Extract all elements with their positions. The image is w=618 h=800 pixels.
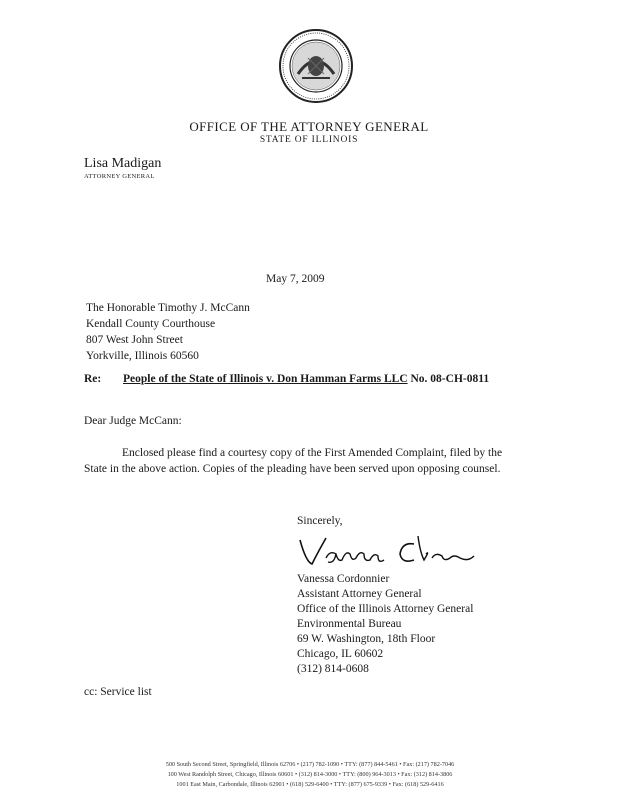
attorney-general-role: ATTORNEY GENERAL <box>84 173 155 180</box>
re-label: Re: <box>84 373 102 385</box>
office-title: OFFICE OF THE ATTORNEY GENERAL <box>189 119 429 134</box>
signer-title: Assistant Attorney General <box>297 588 422 600</box>
cc-line: cc: Service list <box>84 686 152 698</box>
letter-body: Enclosed please find a courtesy copy of the First Amended Complaint, filed by the State in the above action. Copies of the pleading have been served upon opposing counsel. <box>84 447 503 475</box>
signer-phone: (312) 814-0608 <box>297 663 369 675</box>
footer-line: 100 West Randolph Street, Chicago, Illinois 60601 • (312) 814-3000 • TTY: (800) 964-3013 • Fax: (312) 814-3806 <box>167 771 453 778</box>
recipient-line: The Honorable Timothy J. McCann <box>86 302 250 314</box>
letter-date: May 7, 2009 <box>266 273 325 285</box>
signer-office: Office of the Illinois Attorney General <box>297 603 474 615</box>
signer-name: Vanessa Cordonnier <box>297 573 390 585</box>
salutation: Dear Judge McCann: <box>84 415 182 427</box>
recipient-line: Kendall County Courthouse <box>86 318 216 330</box>
re-line <box>123 373 489 385</box>
recipient-line: 807 West John Street <box>86 334 183 346</box>
signer-street: 69 W. Washington, 18th Floor <box>297 633 436 645</box>
footer-line: 500 South Second Street, Springfield, Illinois 62706 • (217) 782-1090 • TTY: (877) 844-5461 • Fax: (217) 782-7046 <box>165 761 455 768</box>
footer-addresses <box>90 760 530 790</box>
state-title: STATE OF ILLINOIS <box>259 135 359 145</box>
signer-bureau: Environmental Bureau <box>297 618 402 630</box>
handwritten-signature-icon <box>292 532 477 568</box>
closing: Sincerely, <box>297 515 343 527</box>
recipient-address <box>86 300 250 364</box>
case-title: People of the State of Illinois v. Don Hamman Farms LLC <box>123 373 408 385</box>
case-number: No. 08-CH-0811 <box>410 373 490 385</box>
signature-block <box>297 572 473 677</box>
footer-line: 1001 East Main, Carbondale, Illinois 62901 • (618) 529-6400 • TTY: (877) 675-9339 • Fax: (618) 529-6416 <box>176 781 444 788</box>
signer-city: Chicago, IL 60602 <box>297 648 384 660</box>
recipient-line: Yorkville, Illinois 60560 <box>86 350 199 362</box>
attorney-general-name: Lisa Madigan <box>84 156 162 171</box>
state-seal-icon <box>278 28 354 104</box>
